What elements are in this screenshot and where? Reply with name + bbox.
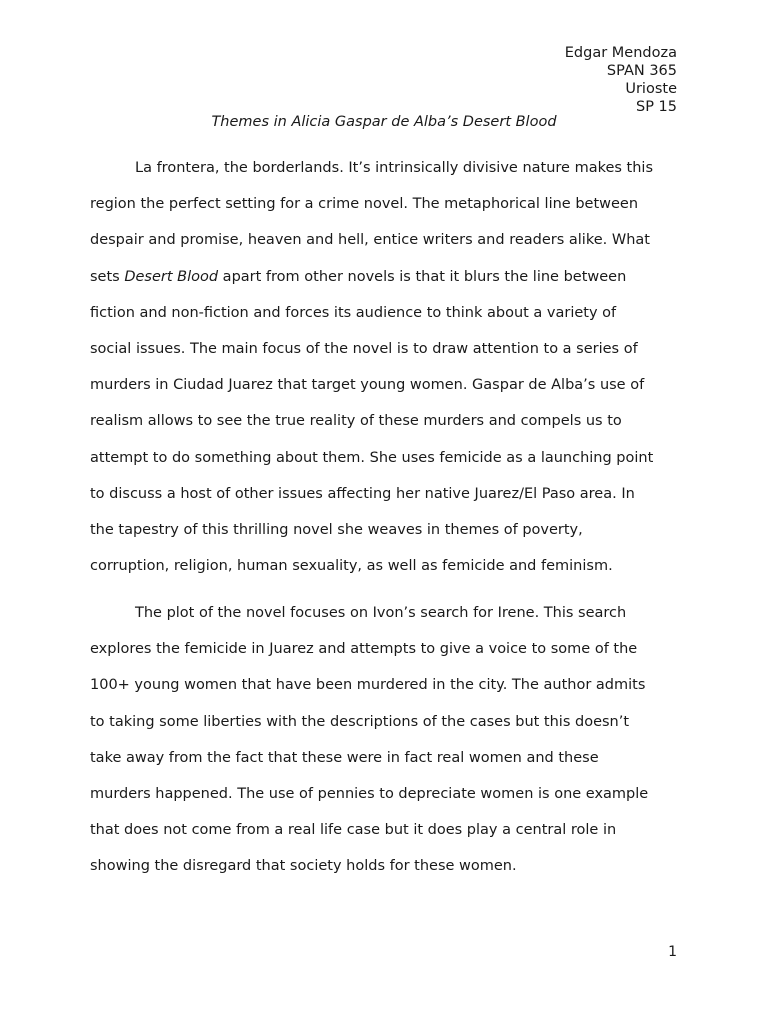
- paragraph-line: explores the femicide in Juarez and attempts to give a voice to some of the: [90, 641, 638, 658]
- essay-title: Themes in Alicia Gaspar de Alba’s Desert Blood: [211, 114, 557, 130]
- paragraph-line: murders in Ciudad Juarez that target young women. Gaspar de Alba’s use of: [90, 377, 645, 394]
- paragraph-line: that does not come from a real life case but it does play a central role in: [90, 822, 617, 839]
- paragraph-line: despair and promise, heaven and hell, entice writers and readers alike. What: [90, 232, 650, 249]
- text-run: sets: [90, 268, 125, 285]
- header-block: [565, 44, 677, 116]
- term: SP 15: [635, 99, 677, 115]
- paragraph-line: social issues. The main focus of the novel is to draw attention to a series of: [90, 340, 638, 357]
- paragraph-line: to taking some liberties with the descriptions of the cases but this doesn’t: [90, 713, 630, 730]
- instructor-name: Urioste: [625, 81, 677, 97]
- paragraph-line: attempt to do something about them. She uses femicide as a launching point: [90, 449, 654, 466]
- paragraph-1: [90, 150, 690, 584]
- paragraph-line: region the perfect setting for a crime novel. The metaphorical line between: [90, 196, 639, 213]
- paragraph-line: fiction and non-fiction and forces its audience to think about a variety of: [90, 304, 617, 321]
- paragraph-line: La frontera, the borderlands. It’s intrinsically divisive nature makes this: [135, 160, 654, 176]
- paragraph-line: the tapestry of this thrilling novel she weaves in themes of poverty,: [90, 521, 583, 538]
- paragraph-line: to discuss a host of other issues affecting her native Juarez/El Paso area. In: [90, 485, 635, 502]
- paragraph-line: corruption, religion, human sexuality, as well as femicide and feminism.: [90, 558, 613, 575]
- paragraph-line: The plot of the novel focuses on Ivon’s search for Irene. This search: [135, 605, 627, 621]
- text-run: apart from other novels is that it blurs the line between: [218, 268, 627, 285]
- paragraph-line: murders happened. The use of pennies to depreciate women is one example: [90, 785, 649, 802]
- author-name: Edgar Mendoza: [564, 45, 677, 61]
- paragraph-line: 100+ young women that have been murdered in the city. The author admits: [90, 677, 646, 694]
- paragraph-line: [90, 259, 690, 295]
- paragraph-2: [90, 595, 690, 885]
- paragraph-line: realism allows to see the true reality of these murders and compels us to: [90, 413, 622, 430]
- book-title-italic: Desert Blood: [124, 268, 219, 285]
- paragraph-line: take away from the fact that these were in fact real women and these: [90, 749, 599, 766]
- paragraph-line: showing the disregard that society holds for these women.: [90, 858, 517, 875]
- page-number: 1: [668, 944, 677, 960]
- course-code: SPAN 365: [606, 63, 677, 79]
